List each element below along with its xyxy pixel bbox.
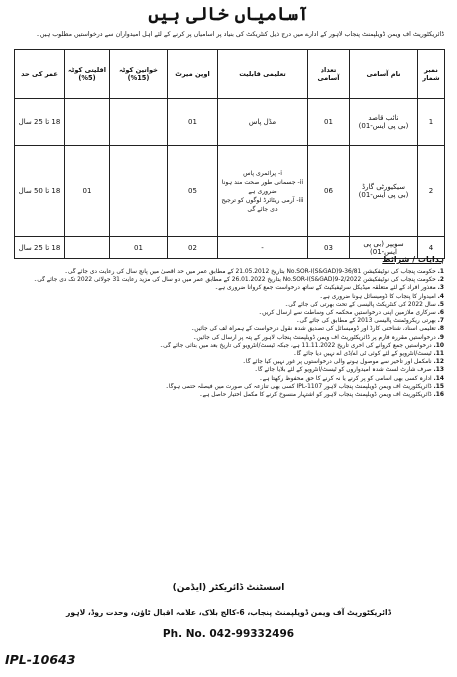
post-scale: (بی پی ایس-01): [358, 191, 409, 199]
header-count: تعداد آسامی: [308, 50, 350, 99]
instruction-text: ادارہ کسی بھی آسامی کو پر کرنے یا نہ کرنے کا حق محفوظ رکھتا ہے۔: [259, 375, 432, 382]
instruction-text: حکومت پنجاب کی نوٹیفکیشن No.SOR-I(S&GAD)9-36/81 بتاریخ 21.05.2012 کے مطابق عمر میں حد اقصیٰ میں پانچ سال کی رعایت دی جائے گی۔: [64, 269, 436, 275]
phone-number: Ph. No. 042-99332496: [162, 628, 295, 640]
instruction-text: حکومت پنجاب کی نوٹیفکیشن No.SOR-I(S&GAD)9-2/2022 بتاریخ 26.01.2022 کے مطابق عمر میں دو سال کی مزید رعایت 31 جولائی 2022 تک دی جائے گی۔: [33, 277, 436, 284]
post-name: سویپر: [386, 239, 404, 248]
instruction-item: [14, 301, 444, 309]
instruction-number: 11.: [433, 351, 444, 358]
header-minority-quota: اقلیتی کوٹہ (5%): [65, 50, 110, 99]
instruction-number: 12.: [433, 359, 444, 366]
cell-post: [350, 99, 418, 146]
post-scale: (بی پی ایس-01): [358, 122, 409, 130]
header-sr: نمبر شمار: [418, 50, 445, 99]
instruction-item: [14, 350, 444, 358]
instruction-text: ڈائریکٹوریٹ آف ویمن ڈویلپمنٹ پنجاب لاہور IPL-1107 کسی بھی تنازعہ کی صورت میں فیصلہ حتمی ہوگا۔: [165, 383, 432, 390]
instructions-heading: ہدایات / شرائط: [382, 255, 444, 264]
cell-sr: 2: [418, 146, 445, 237]
ipl-number: IPL-10643: [5, 652, 76, 667]
instruction-number: 8.: [437, 326, 444, 333]
cell-minority-quota: [65, 99, 110, 146]
instruction-number: 3.: [437, 285, 444, 292]
vacancies-table: [14, 49, 445, 259]
instruction-item: [14, 309, 444, 317]
instruction-number: 14.: [433, 375, 444, 382]
table-header-row: [15, 50, 445, 99]
instruction-number: 2.: [437, 277, 444, 284]
qualification-line: ii- جسمانی طور صحت مند ہونا ضروری ہے: [221, 178, 304, 195]
instruction-text: سال 2022 کی کنٹریکٹ پالیسی کے تحت بھرتی کی جائے گی۔: [284, 301, 436, 308]
instruction-item: [14, 375, 444, 383]
header-open-merit: اوپن میرٹ: [168, 50, 218, 99]
header-age-limit: عمر کی حد: [15, 50, 65, 99]
instruction-item: [14, 334, 444, 342]
cell-minority-quota: 01: [65, 146, 110, 237]
instruction-item: [14, 325, 444, 333]
office-address: ڈائریکٹوریٹ آف ویمن ڈویلپمنٹ پنجاب، 6-کالج بلاک، علامہ اقبال ٹاؤن، وحدت روڈ، لاہور: [66, 608, 391, 617]
cell-age-limit: 18 تا 25 سال: [15, 237, 65, 259]
cell-open-merit: 05: [168, 146, 218, 237]
header-qualification: تعلیمی قابلیت: [218, 50, 308, 99]
instruction-item: [14, 391, 444, 399]
instruction-number: 5.: [437, 301, 444, 308]
instruction-item: [14, 284, 444, 292]
post-scale: (بی پی ایس-01): [363, 239, 397, 256]
cell-women-quota: [110, 99, 168, 146]
cell-sr: 4: [418, 237, 445, 259]
instruction-item: [14, 358, 444, 366]
instruction-item: [14, 293, 444, 301]
signatory-title: اسسٹنٹ ڈائریکٹر (ایڈمن): [172, 583, 285, 593]
cell-women-quota: 01: [110, 237, 168, 259]
post-name: نائب قاصد: [368, 114, 399, 122]
instructions-list: [14, 268, 444, 399]
instruction-item: [14, 366, 444, 374]
header-post: نام آسامی: [350, 50, 418, 99]
post-name: سیکیورٹی گارڈ: [362, 183, 405, 191]
instruction-number: 4.: [437, 293, 444, 300]
instruction-item: [14, 342, 444, 350]
ad-title: آسامیاں خالی ہیں: [148, 4, 309, 25]
instruction-number: 15.: [433, 383, 444, 390]
cell-count: 06: [308, 146, 350, 237]
cell-qualification: [218, 146, 308, 237]
instruction-item: [14, 383, 444, 391]
instruction-text: درخواستیں جمع کروانے کی آخری تاریخ 11.11.2022 ہے، جبکہ ٹیسٹ/انٹرویو کی تاریخ بعد میں بتائی جائے گی۔: [159, 342, 432, 349]
instruction-number: 7.: [437, 318, 444, 325]
instruction-text: ٹیسٹ/انٹرویو کے لئے کوئی ٹی اے/ڈی اے نہیں دیا جائے گا۔: [293, 351, 432, 358]
instruction-number: 10.: [433, 342, 444, 349]
cell-qualification: مڈل پاس: [218, 99, 308, 146]
qualification-line: iii- آرمی ریٹائرڈ لوگوں کو ترجیح دی جائے گی: [221, 196, 304, 213]
instruction-text: ڈائریکٹوریٹ آف ویمن ڈویلپمنٹ پنجاب لاہور کو اشتہار منسوخ کرنے کا مکمل اختیار حاصل ہے۔: [199, 392, 432, 399]
cell-women-quota: [110, 146, 168, 237]
cell-count: 01: [308, 99, 350, 146]
cell-age-limit: 18 تا 50 سال: [15, 146, 65, 237]
instruction-number: 6.: [437, 310, 444, 317]
cell-post: [350, 146, 418, 237]
instruction-item: [14, 276, 444, 284]
instruction-number: 9.: [437, 334, 444, 341]
cell-age-limit: 18 تا 25 سال: [15, 99, 65, 146]
cell-qualification: -: [218, 237, 308, 259]
instruction-text: سرکاری ملازمین اپنی درخواستیں محکمہ کی وساطت سے ارسال کریں۔: [258, 310, 436, 317]
table-row: [15, 99, 445, 146]
instruction-text: بھرتی ریکروٹمنٹ پالیسی 2013 کے مطابق کی جائے گی۔: [296, 318, 436, 325]
instruction-text: معذور افراد کے لئے متعلقہ میڈیکل سرٹیفیکیٹ کے ساتھ درخواست جمع کروانا ضروری ہے۔: [214, 285, 436, 292]
table-row: [15, 146, 445, 237]
instruction-number: 13.: [433, 367, 444, 374]
instruction-text: نامکمل اور تاخیر سے موصول ہونے والی درخواستوں پر غور نہیں کیا جائے گا۔: [242, 359, 432, 366]
instruction-text: درخواستیں مقررہ فارم پر ڈائریکٹوریٹ آف ویمن ڈویلپمنٹ پنجاب لاہور کے پتہ پر ارسال کی جائیں۔: [192, 334, 436, 341]
cell-open-merit: 02: [168, 237, 218, 259]
instruction-text: امیدوار کا پنجاب کا ڈومیسائل ہونا ضروری ہے۔: [319, 293, 436, 300]
cell-count: 03: [308, 237, 350, 259]
intro-text: ڈائریکٹوریٹ آف ویمن ڈویلپمنٹ پنجاب لاہور کے ادارے میں درج ذیل کنٹریکٹ کی بنیاد پر آسامیاں پر کرنے کے لئے اہل امیدواران سے درخواستیں مطلوب ہیں۔: [36, 31, 444, 38]
cell-open-merit: 01: [168, 99, 218, 146]
instruction-text: صرف شارٹ لسٹ شدہ امیدواروں کو ٹیسٹ/انٹرویو کے لئے بلایا جائے گا۔: [254, 367, 432, 374]
header-women-quota: خواتین کوٹہ (15%): [110, 50, 168, 99]
instruction-number: 16.: [433, 392, 444, 399]
qualification-line: i- پرائمری پاس: [243, 169, 282, 177]
instruction-text: تعلیمی اسناد، شناختی کارڈ اور ڈومیسائل کی تصدیق شدہ نقول درخواست کے ہمراہ لف کی جائیں۔: [190, 326, 436, 333]
instruction-item: [14, 268, 444, 276]
instruction-number: 1.: [437, 269, 444, 275]
instruction-item: [14, 317, 444, 325]
cell-sr: 1: [418, 99, 445, 146]
